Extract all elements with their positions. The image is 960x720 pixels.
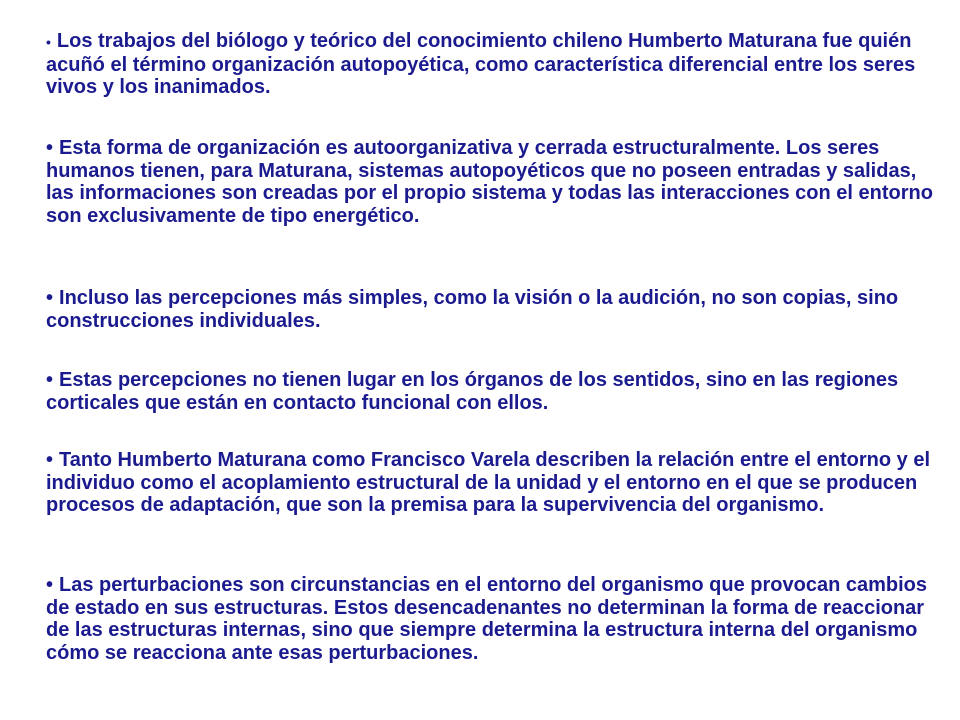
paragraph-text: Los trabajos del biólogo y teórico del conocimiento chileno Humberto Maturana fue quién acuñó el término organización autopoyética, como característica diferencial entre los seres vivos y los inanimados. (46, 30, 916, 98)
paragraph-text: Las perturbaciones son circunstancias en el entorno del organismo que provocan cambios de estado en sus estructuras. Estos desencadenantes no determinan la forma de reaccionar de las estructuras internas, sino que siempre determina la estructura interna del organismo cómo se reacciona ante esas perturbaciones. (46, 574, 928, 664)
bullet-icon: • (46, 369, 54, 391)
paragraph-4 (46, 369, 936, 414)
bullet-icon: • (46, 34, 51, 50)
paragraph-text: Tanto Humberto Maturana como Francisco Varela describen la relación entre el entorno y el individuo como el acoplamiento estructural de la unidad y el entorno en el que se producen procesos de adaptación, que son la premisa para la supervivencia del organismo. (46, 449, 931, 516)
bullet-icon: • (46, 287, 54, 309)
paragraph-text: Incluso las percepciones más simples, como la visión o la audición, no son copias, sino construcciones individuales. (46, 287, 899, 332)
bullet-icon: • (46, 574, 54, 596)
bullet-icon: • (46, 137, 54, 159)
paragraph-6 (46, 574, 936, 664)
paragraph-text: Estas percepciones no tienen lugar en los órganos de los sentidos, sino en las regiones corticales que están en contacto funcional con ellos. (46, 369, 899, 414)
slide-body (46, 0, 936, 720)
paragraph-5 (46, 449, 936, 517)
paragraph-2 (46, 137, 936, 227)
paragraph-3 (46, 287, 936, 332)
paragraph-1 (46, 30, 936, 99)
paragraph-text: Esta forma de organización es autoorganizativa y cerrada estructuralmente. Los seres humanos tienen, para Maturana, sistemas autopoyéticos que no poseen entradas y salidas, las informaciones son creadas por el propio sistema y todas las interacciones con el entorno son exclusivamente de tipo energético. (46, 137, 933, 227)
bullet-icon: • (46, 449, 54, 471)
